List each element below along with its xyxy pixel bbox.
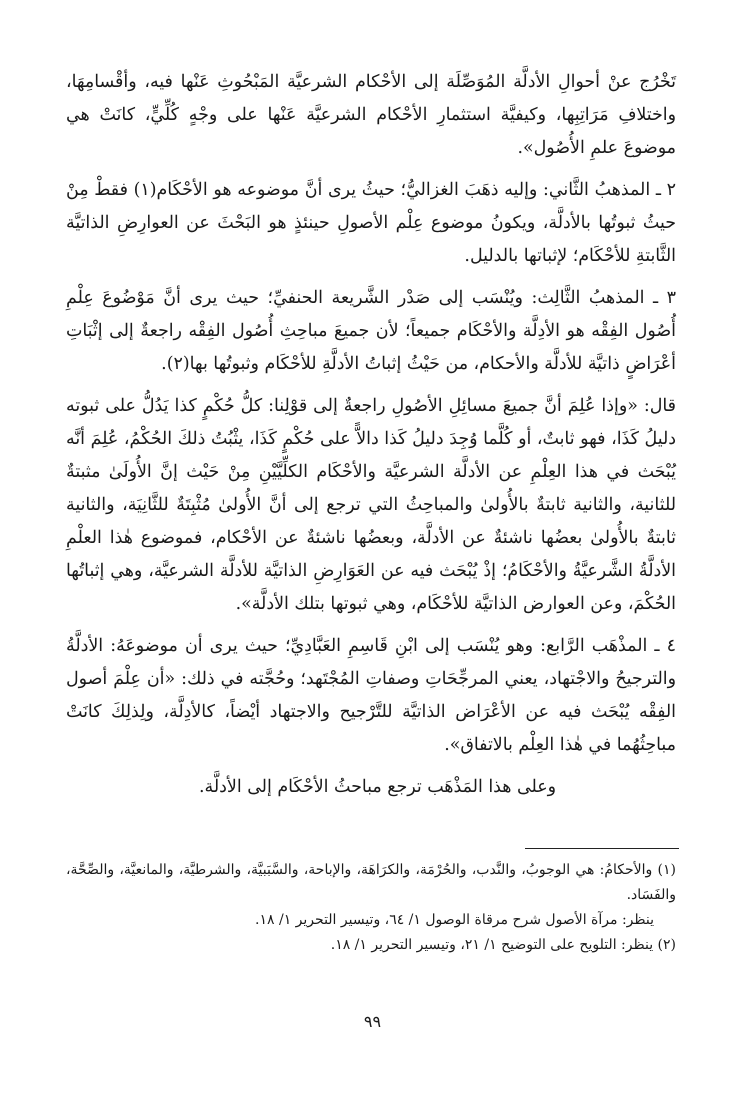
paragraph-fourth-school: ٤ ـ المذْهَب الرَّابع: وهو يُنْسَب إلى ابْنِ قَاسِمِ العَبَّادِيِّ؛ حيث يرى أن موضوعَهُ: الأدلَّةُ والترجيحُ والاجْتهاد، يعني المرجِّحَاتِ وصفاتِ المُجْتَهد؛ وحُجَّته في ذلك: «أن عِلْمَ أصول الفِقْه يُبْحَث فيه عن الأعْرَاض الذاتيَّة للتَّرْجيح والاجتهاد أيْضاً، كالأدِلَّة، ولِذلِكَ كانَتْ مباحِثُهُما في هٰذا العِلْم بالاتفاق».	[66, 636, 676, 755]
footnotes	[66, 858, 676, 958]
main-text	[66, 66, 676, 813]
footnote-2: (٢) ينظر: التلويح على التوضيح ١/ ٢١، وتيسير التحرير ١/ ١٨.	[330, 937, 676, 953]
footnote-1-reference: ينظر: مرآة الأصول شرح مرقاة الوصول ١/ ٦٤، وتيسير التحرير ١/ ١٨.	[255, 912, 654, 928]
page-number: ٩٩	[363, 1012, 382, 1031]
footnote-divider	[525, 848, 679, 849]
paragraph-conclusion: وعلى هذا المَذْهَب ترجع مباحثُ الأحْكَام إلى الأدلَّة.	[199, 777, 556, 797]
footnote-1: (١) والأحكامُ: هي الوجوبُ، والنَّدب، والحُرْمَة، والكرَاهَة، والإباحة، والسَّبَبيَّة، والشرطيَّة، والمانعيَّة، والصِّحَّة، والفَسَاد.	[66, 862, 676, 903]
paragraph-intro-end: تَخْرُج عنْ أحوالِ الأدلَّة المُوَصِّلَة إلى الأحْكام الشرعيَّة المَبْحُوثِ عَنْها فيه، وأقْسامِهَا، واختلافِ مَرَاتِبِها، وكيفيَّة استثمارِ الأحْكام الشرعيَّة عَنْها على وجْهٍ كُلِّيٍّ، كانَتْ هي موضوعَ علمِ الأُصُول».	[66, 72, 676, 158]
paragraph-second-school: ٢ ـ المذهبُ الثَّاني: وإليه ذهَبَ الغزاليُّ؛ حيثُ يرى أنَّ موضوعه هو الأحْكَام(١) فقطْ مِنْ حيثُ ثبوتُها بالأدلَّة، ويكونُ موضوع عِلْم الأصولِ حينئذٍ هو البَحْثَ عن العوارِضِ الذاتيَّة الثَّابتةِ للأحْكَام؛ لإثباتها بالدليل.	[66, 180, 676, 266]
paragraph-third-school: ٣ ـ المذهبُ الثَّالِث: ويُنْسَب إلى صَدْر الشَّريعة الحنفيِّ؛ حيث يرى أنَّ مَوْضُوعَ عِلْمِ أُصُول الفِقْه هو الأدِلَّة والأحْكَام جميعاً؛ لأن جميعَ مباحِثِ أُصُول الفِقْه راجعةٌ إلى إثْبَاتِ أعْرَاضٍ ذاتيَّة للأدلَّة والأحكام، من حَيْثُ إثباتُ الأدلَّةِ للأحْكَام وثبوتُها بها(٢).	[66, 288, 676, 374]
paragraph-quote: قال: «وإذا عُلِمَ أنَّ جميعَ مسائِلِ الأصُولِ راجعةٌ إلى قوْلِنا: كلُّ حُكْمٍ كذا يَدُلُّ على ثبوته دليلُ كَذَا، فهو ثابتٌ، أو كُلَّما وُجِدَ دليلُ كَذا دالاًّ على حُكْمٍ كَذَا، يثْبُتُ ذلكَ الحُكْمُ، عُلِمَ أنَّه يُبْحَث في هذا العِلْمِ عن الأدلَّة الشرعيَّة والأحْكَام الكلِّيَّيْنِ مِنْ حَيْث إنَّ الأُولَىٰ مثبتةٌ للثانية، والثانية ثابتةٌ بالأُولىٰ والمباحِثُ التي ترجع إلى أنَّ الأُولىٰ مُثْبِتَةٌ للثَّانِيَة، والثانية ثابتةٌ بالأُولىٰ بعضُها ناشئةٌ عن الأدلَّة، وبعضُها ناشئةٌ عن الأحْكام، فموضوع هٰذا العلْمِ الأدلَّةُ الشَّرعيَّةُ والأحْكَامُ؛ إذْ يُبْحَث فيه عن العَوَارِضِ الذاتيَّة للأدلَّة الشرعيَّة، وهي إثباتُها الحُكْمَ، وعن العوارض الذاتيَّة للأحْكَام، وهي ثبوتها بتلك الأدلَّة».	[66, 396, 676, 614]
